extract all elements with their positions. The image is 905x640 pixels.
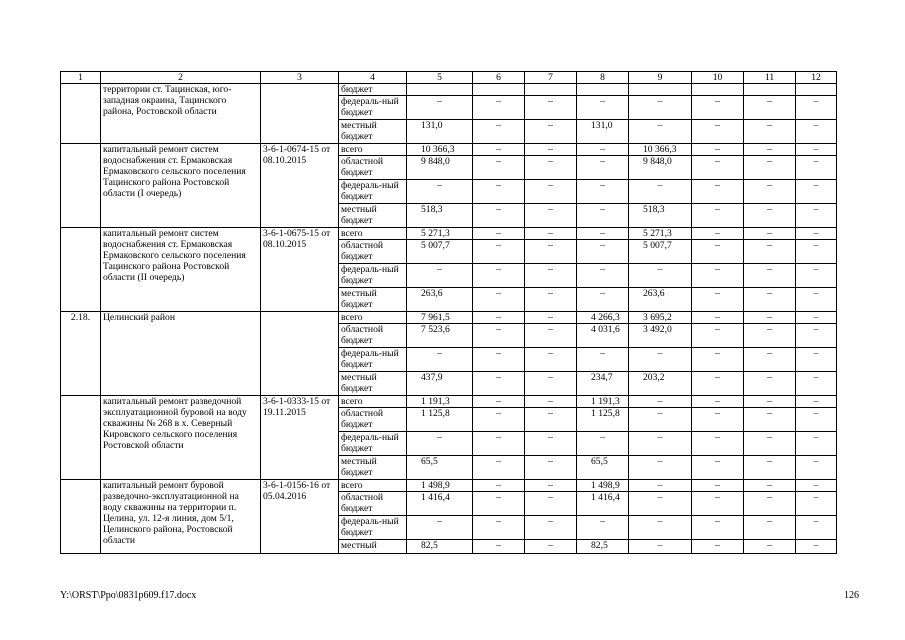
table-cell: – bbox=[744, 456, 796, 480]
table-cell: – bbox=[473, 408, 525, 432]
table-cell: – bbox=[629, 180, 692, 204]
table-cell: областной бюджет bbox=[339, 324, 407, 348]
table-row bbox=[61, 144, 837, 156]
table-cell: – bbox=[525, 312, 577, 324]
table-cell: 3-6-1-0156-16 от 05.04.2016 bbox=[261, 480, 339, 554]
table-cell: 9 848,0 bbox=[407, 156, 473, 180]
table-cell: – bbox=[525, 456, 577, 480]
table-cell bbox=[61, 480, 101, 554]
table-cell: – bbox=[744, 540, 796, 554]
table-cell: капитальный ремонт систем водоснабжения ст. Ермаковская Ермаковского сельского поселения Тацинского района Ростовской области (II очередь) bbox=[101, 228, 261, 312]
table-cell: областной бюджет bbox=[339, 156, 407, 180]
table-cell: – bbox=[692, 516, 744, 540]
table-cell: 518,3 bbox=[407, 204, 473, 228]
table-cell: 82,5 bbox=[407, 540, 473, 554]
table-cell: всего bbox=[339, 396, 407, 408]
table-cell: – bbox=[744, 312, 796, 324]
table-cell: – bbox=[744, 516, 796, 540]
table-cell bbox=[61, 84, 101, 144]
table-cell: – bbox=[525, 540, 577, 554]
table-cell: 1 498,9 bbox=[407, 480, 473, 492]
table-cell: – bbox=[796, 432, 837, 456]
table-cell: – bbox=[692, 204, 744, 228]
table-cell: 1 125,8 bbox=[407, 408, 473, 432]
table-cell: – bbox=[796, 408, 837, 432]
table-cell: – bbox=[629, 348, 692, 372]
table-cell: – bbox=[473, 288, 525, 312]
table-cell: – bbox=[692, 372, 744, 396]
table-cell: – bbox=[473, 324, 525, 348]
table-cell: – bbox=[692, 492, 744, 516]
table-cell: – bbox=[577, 348, 629, 372]
table-cell: – bbox=[744, 96, 796, 120]
column-header: 9 bbox=[629, 72, 692, 84]
table-cell: всего bbox=[339, 228, 407, 240]
table-cell: – bbox=[577, 240, 629, 264]
table-cell: – bbox=[692, 396, 744, 408]
table-cell: 4 031,6 bbox=[577, 324, 629, 348]
table-cell: – bbox=[473, 96, 525, 120]
table-cell: – bbox=[629, 432, 692, 456]
table-cell: – bbox=[692, 96, 744, 120]
table-cell: 3-6-1-0674-15 от 08.10.2015 bbox=[261, 144, 339, 228]
table-cell: – bbox=[473, 480, 525, 492]
table-cell: – bbox=[744, 408, 796, 432]
table-cell: – bbox=[692, 288, 744, 312]
table-cell: 2.18. bbox=[61, 312, 101, 396]
table-cell: – bbox=[473, 516, 525, 540]
table-cell: 7 523,6 bbox=[407, 324, 473, 348]
column-header: 10 bbox=[692, 72, 744, 84]
table-cell: местный бюджет bbox=[339, 288, 407, 312]
table-cell: федераль-ный бюджет bbox=[339, 264, 407, 288]
column-header: 3 bbox=[261, 72, 339, 84]
table-cell: – bbox=[692, 264, 744, 288]
table-cell: – bbox=[796, 204, 837, 228]
table-cell: 10 366,3 bbox=[407, 144, 473, 156]
table-cell: – bbox=[692, 540, 744, 554]
table-cell: – bbox=[744, 432, 796, 456]
table-cell: – bbox=[692, 324, 744, 348]
table-cell bbox=[61, 396, 101, 480]
table-cell: – bbox=[629, 456, 692, 480]
table-cell: – bbox=[744, 180, 796, 204]
table-cell: – bbox=[744, 204, 796, 228]
table-row bbox=[61, 396, 837, 408]
table-row bbox=[61, 228, 837, 240]
table-cell: 3-6-1-0675-15 от 08.10.2015 bbox=[261, 228, 339, 312]
table-cell bbox=[261, 84, 339, 144]
table-cell: 437,9 bbox=[407, 372, 473, 396]
table-cell: – bbox=[525, 204, 577, 228]
table-row bbox=[61, 480, 837, 492]
table-cell: 9 848,0 bbox=[629, 156, 692, 180]
table-cell: – bbox=[629, 408, 692, 432]
table-cell: федераль-ный бюджет bbox=[339, 180, 407, 204]
table-cell: всего bbox=[339, 480, 407, 492]
table-cell bbox=[407, 84, 473, 96]
table-cell: – bbox=[744, 144, 796, 156]
table-cell: 5 271,3 bbox=[407, 228, 473, 240]
table-cell: – bbox=[473, 432, 525, 456]
table-cell: – bbox=[525, 348, 577, 372]
table-cell: – bbox=[525, 408, 577, 432]
table-cell: 518,3 bbox=[629, 204, 692, 228]
table-cell: – bbox=[525, 324, 577, 348]
table-cell: капитальный ремонт разведочной эксплуатационной буровой на воду скважины № 268 в х. Северный Кировского сельского поселения Ростовской области bbox=[101, 396, 261, 480]
table-cell: 1 416,4 bbox=[407, 492, 473, 516]
table-cell: – bbox=[407, 180, 473, 204]
table-cell bbox=[61, 228, 101, 312]
table-cell: – bbox=[473, 396, 525, 408]
column-header: 1 bbox=[61, 72, 101, 84]
table-cell: – bbox=[525, 120, 577, 144]
table-cell: 65,5 bbox=[577, 456, 629, 480]
table-cell: – bbox=[796, 348, 837, 372]
table-cell: капитальный ремонт буровой разведочно-эксплуатационной на воду скважины на территории п. Целина, ул. 12-я линия, дом 5/1, Целинского района, Ростовской области bbox=[101, 480, 261, 554]
table-cell: – bbox=[473, 120, 525, 144]
table-cell: – bbox=[744, 324, 796, 348]
table-cell: – bbox=[473, 144, 525, 156]
table-cell: – bbox=[577, 156, 629, 180]
table-cell: – bbox=[525, 180, 577, 204]
table-cell: – bbox=[525, 96, 577, 120]
table-cell: 7 961,5 bbox=[407, 312, 473, 324]
table-cell: – bbox=[744, 288, 796, 312]
table-cell: бюджет bbox=[339, 84, 407, 96]
table-cell: – bbox=[629, 264, 692, 288]
table-cell: – bbox=[796, 540, 837, 554]
table-cell: – bbox=[744, 264, 796, 288]
table-cell: – bbox=[577, 96, 629, 120]
table-cell: – bbox=[525, 288, 577, 312]
table-cell bbox=[61, 144, 101, 228]
table-cell: – bbox=[525, 492, 577, 516]
column-header: 12 bbox=[796, 72, 837, 84]
table-cell: – bbox=[744, 240, 796, 264]
column-header: 11 bbox=[744, 72, 796, 84]
table-cell: – bbox=[473, 264, 525, 288]
table-cell: – bbox=[577, 432, 629, 456]
table-cell: – bbox=[577, 516, 629, 540]
table-cell: 203,2 bbox=[629, 372, 692, 396]
table-cell: – bbox=[473, 348, 525, 372]
table-cell: – bbox=[525, 432, 577, 456]
table-cell: федераль-ный бюджет bbox=[339, 516, 407, 540]
table-cell bbox=[744, 84, 796, 96]
table-cell: 82,5 bbox=[577, 540, 629, 554]
table-cell: 5 007,7 bbox=[407, 240, 473, 264]
table-cell: 131,0 bbox=[407, 120, 473, 144]
table-cell: местный бюджет bbox=[339, 120, 407, 144]
table-cell bbox=[629, 84, 692, 96]
table-cell: – bbox=[796, 516, 837, 540]
table-cell bbox=[261, 312, 339, 396]
table-cell bbox=[796, 84, 837, 96]
table-cell: – bbox=[473, 312, 525, 324]
table-cell: – bbox=[525, 156, 577, 180]
table-cell: – bbox=[796, 120, 837, 144]
table-cell: – bbox=[692, 144, 744, 156]
column-header: 6 bbox=[473, 72, 525, 84]
table-cell: капитальный ремонт систем водоснабжения ст. Ермаковская Ермаковского сельского поселения Тацинского района Ростовской области (I очередь) bbox=[101, 144, 261, 228]
table-cell bbox=[577, 84, 629, 96]
table-cell: федераль-ный бюджет bbox=[339, 348, 407, 372]
budget-table bbox=[60, 71, 837, 554]
file-path: Y:\ORST\Ppo\0831p609.f17.docx bbox=[60, 590, 197, 601]
table-cell: – bbox=[796, 96, 837, 120]
table-cell: – bbox=[525, 372, 577, 396]
table-cell: – bbox=[796, 180, 837, 204]
table-cell: 65,5 bbox=[407, 456, 473, 480]
table-cell: – bbox=[525, 240, 577, 264]
table-cell: 5 007,7 bbox=[629, 240, 692, 264]
table-cell: областной бюджет bbox=[339, 408, 407, 432]
table-cell: Целинский район bbox=[101, 312, 261, 396]
table-cell bbox=[525, 84, 577, 96]
table-cell: 3-6-1-0333-15 от 19.11.2015 bbox=[261, 396, 339, 480]
table-cell: – bbox=[407, 264, 473, 288]
table-cell: 263,6 bbox=[629, 288, 692, 312]
table-cell: – bbox=[525, 228, 577, 240]
table-cell: – bbox=[692, 312, 744, 324]
table-cell: федераль-ный бюджет bbox=[339, 432, 407, 456]
table-cell: местный бюджет bbox=[339, 456, 407, 480]
table-cell: областной бюджет bbox=[339, 492, 407, 516]
table-cell: – bbox=[796, 144, 837, 156]
table-cell: 3 695,2 bbox=[629, 312, 692, 324]
table-cell: – bbox=[629, 540, 692, 554]
table-cell: – bbox=[796, 324, 837, 348]
table-cell: 1 125,8 bbox=[577, 408, 629, 432]
table-cell: – bbox=[525, 480, 577, 492]
column-header: 4 bbox=[339, 72, 407, 84]
table-cell: территории ст. Тацинская, юго-западная окраина, Тацинского района, Ростовской области bbox=[101, 84, 261, 144]
table-cell: – bbox=[744, 228, 796, 240]
table-cell: – bbox=[473, 540, 525, 554]
table-cell: местный бюджет bbox=[339, 372, 407, 396]
table-cell: – bbox=[796, 396, 837, 408]
table-cell: 4 266,3 bbox=[577, 312, 629, 324]
table-cell: всего bbox=[339, 144, 407, 156]
table-cell: 1 191,3 bbox=[577, 396, 629, 408]
table-cell: 1 498,9 bbox=[577, 480, 629, 492]
table-cell: местный бюджет bbox=[339, 204, 407, 228]
table-cell: – bbox=[796, 240, 837, 264]
table-cell: – bbox=[796, 264, 837, 288]
table-cell: – bbox=[744, 480, 796, 492]
table-cell: – bbox=[407, 96, 473, 120]
table-cell: – bbox=[629, 96, 692, 120]
table-row bbox=[61, 312, 837, 324]
table-cell: 131,0 bbox=[577, 120, 629, 144]
table-cell: – bbox=[692, 480, 744, 492]
table-cell: – bbox=[473, 180, 525, 204]
table-cell: – bbox=[692, 348, 744, 372]
table-cell: 5 271,3 bbox=[629, 228, 692, 240]
table-cell: – bbox=[796, 372, 837, 396]
table-cell: – bbox=[744, 348, 796, 372]
table-cell: – bbox=[744, 492, 796, 516]
table-cell: – bbox=[796, 288, 837, 312]
table-header-row bbox=[61, 72, 837, 84]
table-cell: – bbox=[692, 156, 744, 180]
table-cell: – bbox=[577, 144, 629, 156]
table-cell: – bbox=[796, 228, 837, 240]
table-cell: – bbox=[473, 492, 525, 516]
table-cell: – bbox=[692, 408, 744, 432]
table-cell: – bbox=[629, 120, 692, 144]
table-cell: – bbox=[744, 396, 796, 408]
table-cell: – bbox=[473, 204, 525, 228]
table-cell: местный bbox=[339, 540, 407, 554]
table-cell: – bbox=[473, 240, 525, 264]
table-cell: – bbox=[577, 204, 629, 228]
table-cell: федераль-ный бюджет bbox=[339, 96, 407, 120]
table-cell: – bbox=[796, 492, 837, 516]
table-cell: областной бюджет bbox=[339, 240, 407, 264]
table-cell: – bbox=[473, 228, 525, 240]
table-cell: – bbox=[629, 396, 692, 408]
table-cell: – bbox=[473, 456, 525, 480]
table-cell: – bbox=[629, 492, 692, 516]
table-cell: – bbox=[577, 264, 629, 288]
table-cell: – bbox=[577, 180, 629, 204]
table-cell: – bbox=[692, 180, 744, 204]
table-cell: – bbox=[525, 516, 577, 540]
table-cell: 234,7 bbox=[577, 372, 629, 396]
table-cell: – bbox=[744, 156, 796, 180]
table-cell: – bbox=[473, 156, 525, 180]
table-cell: – bbox=[692, 240, 744, 264]
table-cell: – bbox=[744, 372, 796, 396]
table-cell: – bbox=[525, 264, 577, 288]
table-cell: – bbox=[744, 120, 796, 144]
table-cell: 10 366,3 bbox=[629, 144, 692, 156]
table-cell: – bbox=[692, 456, 744, 480]
page-number: 126 bbox=[844, 590, 859, 601]
table-cell: – bbox=[473, 372, 525, 396]
table-cell: – bbox=[796, 480, 837, 492]
table-cell: – bbox=[692, 432, 744, 456]
column-header: 5 bbox=[407, 72, 473, 84]
table-cell: – bbox=[692, 120, 744, 144]
table-cell: – bbox=[407, 348, 473, 372]
table-cell: – bbox=[796, 156, 837, 180]
table-cell: – bbox=[525, 144, 577, 156]
table-cell: 1 191,3 bbox=[407, 396, 473, 408]
table-cell: – bbox=[796, 312, 837, 324]
table-cell: – bbox=[692, 228, 744, 240]
table-cell: всего bbox=[339, 312, 407, 324]
column-header: 7 bbox=[525, 72, 577, 84]
table-cell: – bbox=[796, 456, 837, 480]
table-cell: 1 416,4 bbox=[577, 492, 629, 516]
table-row bbox=[61, 84, 837, 96]
table-cell: 3 492,0 bbox=[629, 324, 692, 348]
table-cell: – bbox=[577, 288, 629, 312]
table-cell: – bbox=[629, 516, 692, 540]
table-cell: – bbox=[629, 480, 692, 492]
column-header: 8 bbox=[577, 72, 629, 84]
table-cell: – bbox=[407, 516, 473, 540]
table-cell: 263,6 bbox=[407, 288, 473, 312]
table-cell bbox=[692, 84, 744, 96]
column-header: 2 bbox=[101, 72, 261, 84]
table-cell bbox=[473, 84, 525, 96]
table-cell: – bbox=[577, 228, 629, 240]
table-cell: – bbox=[525, 396, 577, 408]
table-cell: – bbox=[407, 432, 473, 456]
